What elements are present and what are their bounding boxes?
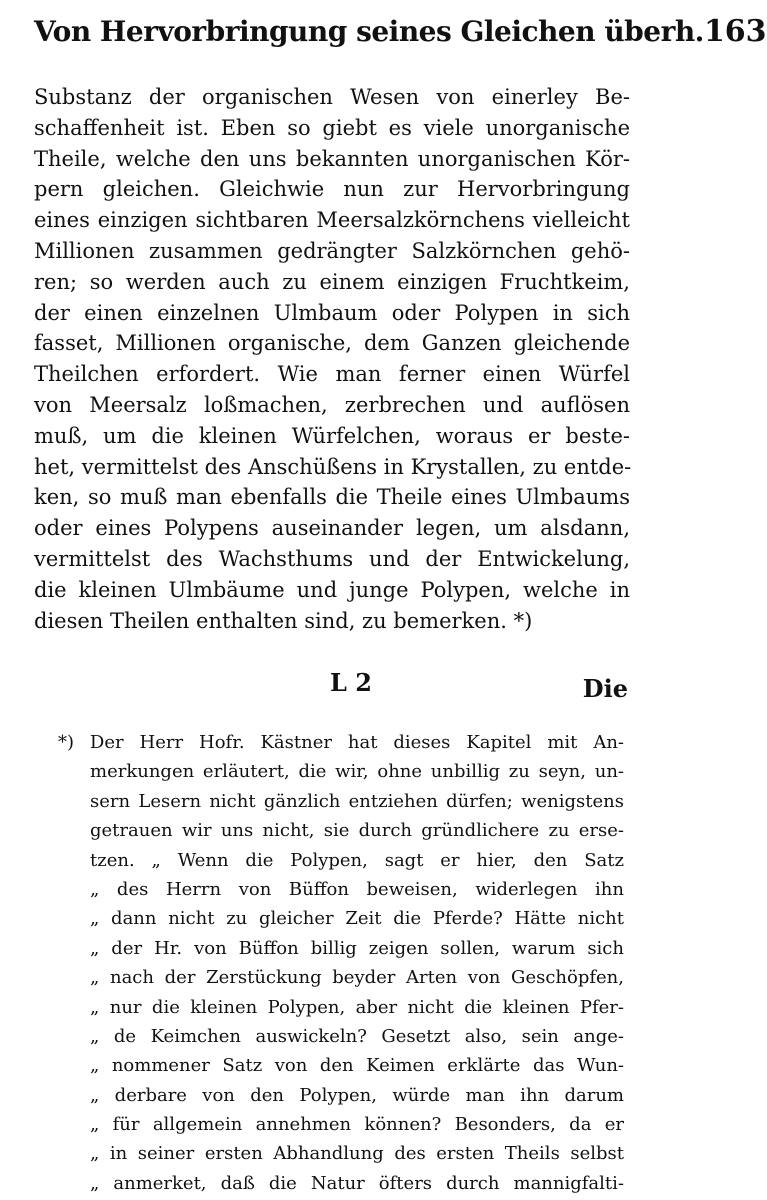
text-line: der einen einzelnen Ulmbaum oder Polypen in sich [34, 300, 630, 325]
text-line: Millionen zusammen gedrängter Salzkörnchen gehö- [34, 238, 630, 263]
running-title: Von Hervorbringung seines Gleichen überh. [34, 15, 704, 48]
text-line: eines einzigen sichtbaren Meersalzkörnchens vielleicht [34, 208, 630, 233]
footnote-block [58, 728, 624, 1198]
main-text-block [34, 82, 630, 636]
footnote-line: getrauen wir uns nicht, sie durch gründlichere zu erse- [90, 820, 624, 842]
footnote-line: „ nommener Satz von den Keimen erklärte das Wun- [90, 1055, 624, 1077]
text-line: die kleinen Ulmbäume und junge Polypen, welche in [34, 577, 630, 602]
footnote-line: sern Lesern nicht gänzlich entziehen dürfen; wenigstens [90, 790, 624, 812]
footnote-line: „ der Hr. von Büffon billig zeigen sollen, warum sich [90, 937, 624, 959]
footnote-line: „ für allgemein annehmen können? Besonders, da er [90, 1114, 624, 1136]
footnote-line: „ des Herrn von Büffon beweisen, widerlegen ihn [90, 878, 624, 900]
footnote-line: „ dann nicht zu gleicher Zeit die Pferde? Hätte nicht [90, 908, 624, 930]
text-line: pern gleichen. Gleichwie nun zur Hervorbringung [34, 177, 630, 202]
footnote-line: „ de Keimchen auswickeln? Gesetzt also, sein ange- [90, 1025, 624, 1047]
footnote-line: „ anmerket, daß die Natur öfters durch mannigfalti- [90, 1172, 624, 1194]
text-line: ken, so muß man ebenfalls die Theile eines Ulmbaums [34, 485, 630, 510]
catchword: Die [582, 674, 628, 703]
text-line: von Meersalz loßmachen, zerbrechen und auflösen [34, 392, 630, 417]
text-line: oder eines Polypens auseinander legen, um alsdann, [34, 516, 630, 541]
text-line: diesen Theilen enthalten sind, zu bemerken. *) [34, 608, 533, 633]
footnote-line: merkungen erläutert, die wir, ohne unbillig zu seyn, un- [90, 761, 624, 783]
text-line: Substanz der organischen Wesen von einerley Be- [34, 85, 630, 109]
footnote-line: „ derbare von den Polypen, würde man ihn darum [90, 1084, 624, 1106]
signature-mark: L 2 [330, 668, 372, 697]
text-line: Theile, welche den uns bekannten unorganischen Kör- [34, 146, 630, 171]
footnote-line: *) Der Herr Hofr. Kästner hat dieses Kapitel mit An- [58, 732, 624, 753]
text-line: vermittelst des Wachsthums und der Entwickelung, [34, 546, 630, 571]
running-head [34, 14, 767, 64]
text-line: schaffenheit ist. Eben so giebt es viele unorganische [34, 115, 630, 140]
text-line: ren; so werden auch zu einem einzigen Fruchtkeim, [34, 269, 630, 294]
text-line: Theilchen erfordert. Wie man ferner einen Würfel [34, 362, 630, 387]
footnote-line: „ nach der Zerstückung beyder Arten von Geschöpfen, [90, 967, 624, 989]
footnote-line: tzen. „ Wenn die Polypen, sagt er hier, den Satz [90, 849, 624, 871]
text-line: fasset, Millionen organische, dem Ganzen gleichende [34, 331, 630, 356]
signature-row [34, 668, 628, 708]
footnote-line: „ in seiner ersten Abhandlung des ersten Theils selbst [90, 1143, 624, 1165]
footnote-line: „ nur die kleinen Polypen, aber nicht die kleinen Pfer- [90, 996, 624, 1018]
text-line: muß, um die kleinen Würfelchen, woraus er beste- [34, 423, 630, 448]
text-line: het, vermittelst des Anschüßens in Krystallen, zu entde- [34, 454, 632, 479]
page-number: 163 [703, 14, 767, 49]
